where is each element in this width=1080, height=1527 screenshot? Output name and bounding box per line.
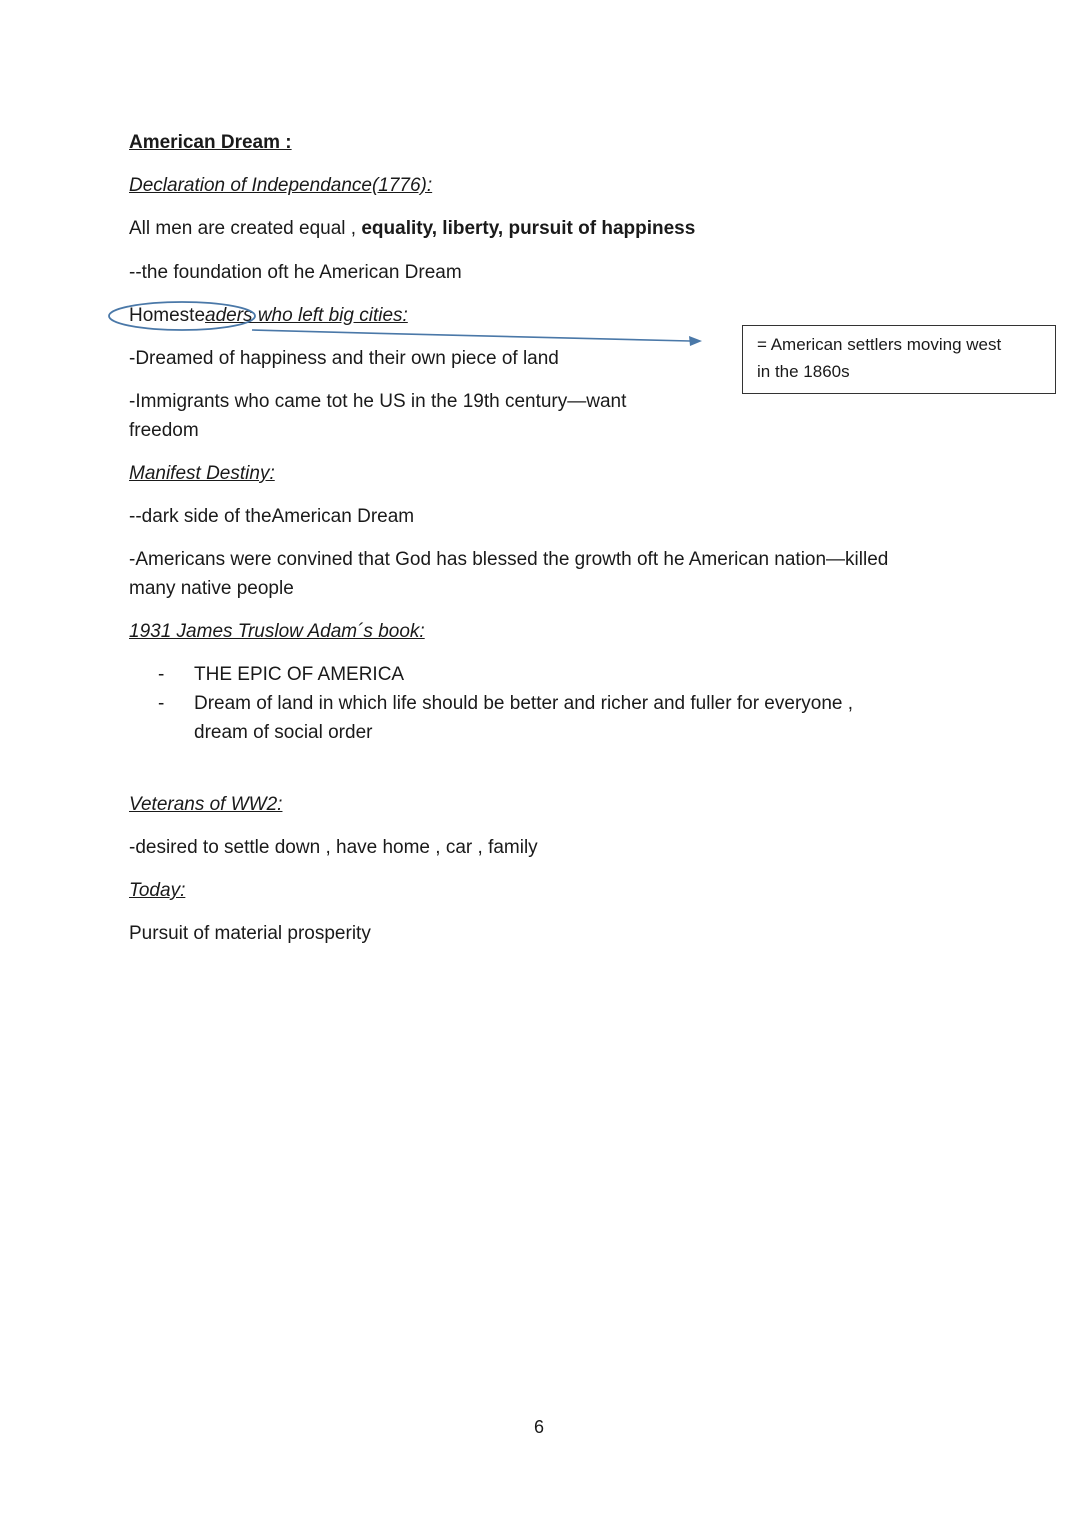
manifest-line-1: --dark side of theAmerican Dream [129, 506, 415, 527]
page-title: American Dream : [129, 132, 292, 153]
veterans-heading: Veterans of WW2: [129, 794, 283, 815]
homesteaders-line-1: -Dreamed of happiness and their own piece of land [129, 348, 559, 369]
note-box-line-2: in the 1860s [757, 362, 850, 381]
manifest-line-2b: many native people [129, 578, 294, 599]
today-heading: Today: [129, 880, 186, 901]
declaration-line-1-bold: equality, liberty, pursuit of happiness [361, 218, 696, 239]
homesteaders-line-2b: freedom [129, 420, 199, 441]
list-item [158, 689, 853, 747]
homesteaders-heading [129, 301, 408, 330]
declaration-heading: Declaration of Independance(1776): [129, 175, 433, 196]
list-item [158, 660, 853, 689]
bullet-dash: - [158, 693, 165, 714]
homesteaders-heading-underlined: aders who left big cities: [205, 305, 408, 326]
veterans-line-1: -desired to settle down , have home , car , family [129, 837, 538, 858]
list-item-line: Dream of land in which life should be better and richer and fuller for everyone , [194, 693, 854, 714]
note-box [742, 325, 1056, 394]
arrow-line [252, 330, 690, 341]
note-box-line-1: = American settlers moving west [757, 335, 1002, 354]
arrow-head-icon [689, 336, 702, 346]
list-item-line: dream of social order [194, 722, 373, 743]
adams-heading: 1931 James Truslow Adam´s book: [129, 621, 425, 642]
bullet-dash: - [158, 664, 165, 685]
declaration-line-1 [129, 214, 695, 243]
declaration-line-1-plain: All men are created equal , [129, 218, 362, 239]
page-number: 6 [534, 1417, 545, 1437]
homesteaders-line-2a: -Immigrants who came tot he US in the 19th century—want [129, 391, 627, 412]
homesteaders-heading-plain: Homeste [129, 305, 206, 326]
manifest-heading: Manifest Destiny: [129, 463, 275, 484]
today-line-1: Pursuit of material prosperity [129, 923, 371, 944]
declaration-line-2: --the foundation oft he American Dream [129, 262, 462, 283]
manifest-line-2a: -Americans were convined that God has blessed the growth oft he American nation—killed [129, 549, 889, 570]
adams-bullet-list [158, 660, 853, 747]
list-item-line: THE EPIC OF AMERICA [194, 664, 405, 685]
